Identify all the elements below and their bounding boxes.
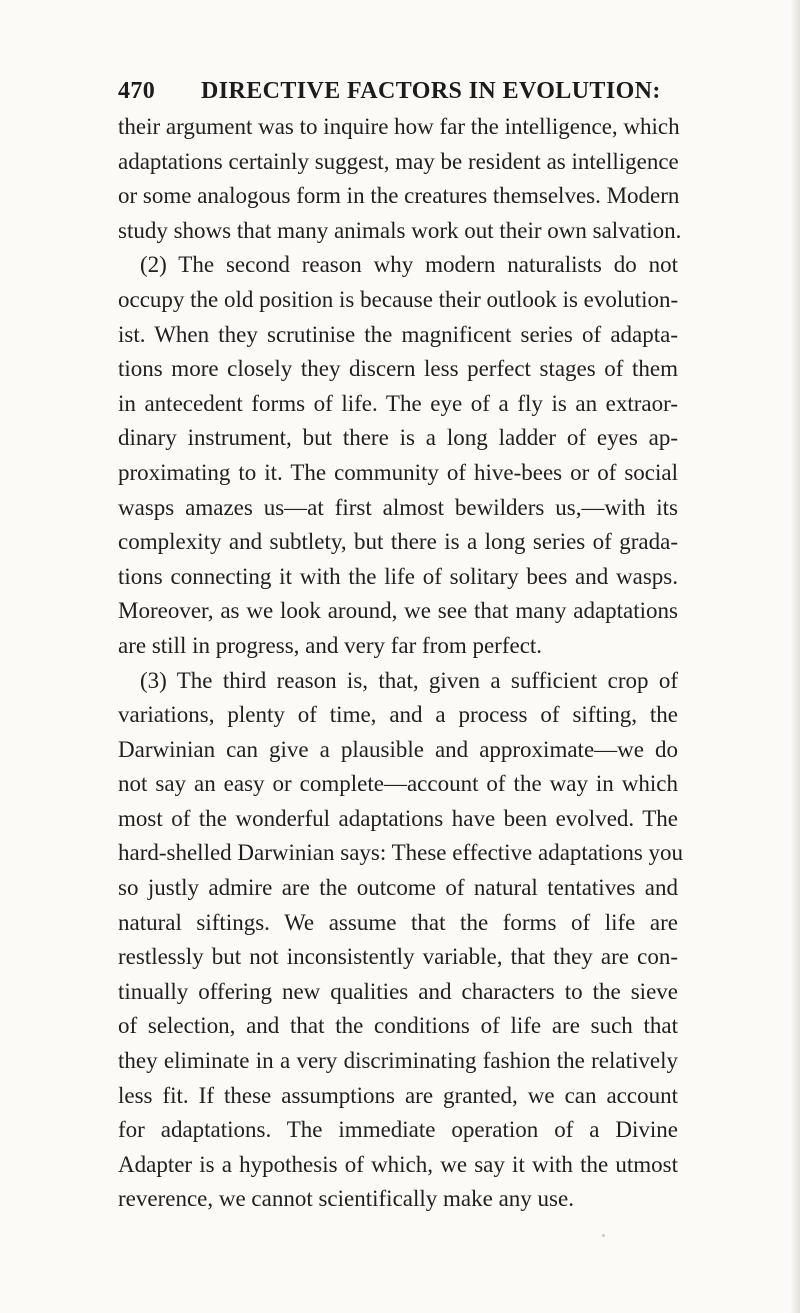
running-title: DIRECTIVE FACTORS IN EVOLUTION: xyxy=(201,78,661,104)
page-edge-shadow xyxy=(790,0,800,1313)
text-line: reverence, we cannot scientifically make any use. xyxy=(118,1186,574,1212)
running-head xyxy=(118,78,698,114)
text-line: Darwinian can give a plausible and approximate—we do xyxy=(118,736,678,762)
text-line: less fit. If these assumptions are granted, we can account xyxy=(118,1082,678,1108)
text-line: wasps amazes us—at first almost bewilders us,—with its xyxy=(118,494,678,520)
text-line: Adapter is a hypothesis of which, we say it with the utmost xyxy=(118,1151,678,1177)
text-line: ist. When they scrutinise the magnificent series of adapta- xyxy=(118,321,678,347)
text-line: they eliminate in a very discriminating fashion the relatively xyxy=(118,1048,678,1074)
text-line: variations, plenty of time, and a process of sifting, the xyxy=(118,702,678,728)
paper-speck xyxy=(602,1234,605,1237)
text-line: complexity and subtlety, but there is a long series of grada- xyxy=(118,529,678,555)
text-line: most of the wonderful adaptations have been evolved. The xyxy=(118,805,678,831)
text-line: restlessly but not inconsistently variable, that they are con- xyxy=(118,944,678,970)
text-line: tions more closely they discern less perfect stages of them xyxy=(118,356,678,382)
text-line: for adaptations. The immediate operation of a Divine xyxy=(118,1117,678,1143)
text-line: in antecedent forms of life. The eye of a fly is an extraor- xyxy=(118,390,678,416)
text-line: or some analogous form in the creatures themselves. Modern xyxy=(118,183,680,209)
text-line: are still in progress, and very far from perfect. xyxy=(118,632,543,658)
text-line: (2) The second reason why modern naturalists do not xyxy=(140,252,678,278)
text-line: adaptations certainly suggest, may be resident as intelligence xyxy=(118,148,679,174)
text-line: tions connecting it with the life of solitary bees and wasps. xyxy=(118,563,678,589)
body-text xyxy=(118,110,684,1217)
text-line: not say an easy or complete—account of the way in which xyxy=(118,771,678,797)
text-line: occupy the old position is because their outlook is evolution- xyxy=(118,286,679,312)
text-line: of selection, and that the conditions of life are such that xyxy=(118,1013,678,1039)
text-line: natural siftings. We assume that the forms of life are xyxy=(118,909,678,935)
text-line: (3) The third reason is, that, given a sufficient crop of xyxy=(140,667,678,693)
page-number: 470 xyxy=(118,78,156,104)
text-line: their argument was to inquire how far the intelligence, which xyxy=(118,114,680,139)
text-line: tinually offering new qualities and characters to the sieve xyxy=(118,978,678,1004)
text-line: so justly admire are the outcome of natural tentatives and xyxy=(118,875,678,901)
text-line: study shows that many animals work out their own salvation. xyxy=(118,217,682,243)
text-line: Moreover, as we look around, we see that many adaptations xyxy=(118,598,678,624)
text-line: proximating to it. The community of hive-bees or of social xyxy=(118,459,678,485)
text-line: hard-shelled Darwinian says: These effective adaptations you xyxy=(118,840,684,866)
text-line: dinary instrument, but there is a long ladder of eyes ap- xyxy=(118,425,678,451)
